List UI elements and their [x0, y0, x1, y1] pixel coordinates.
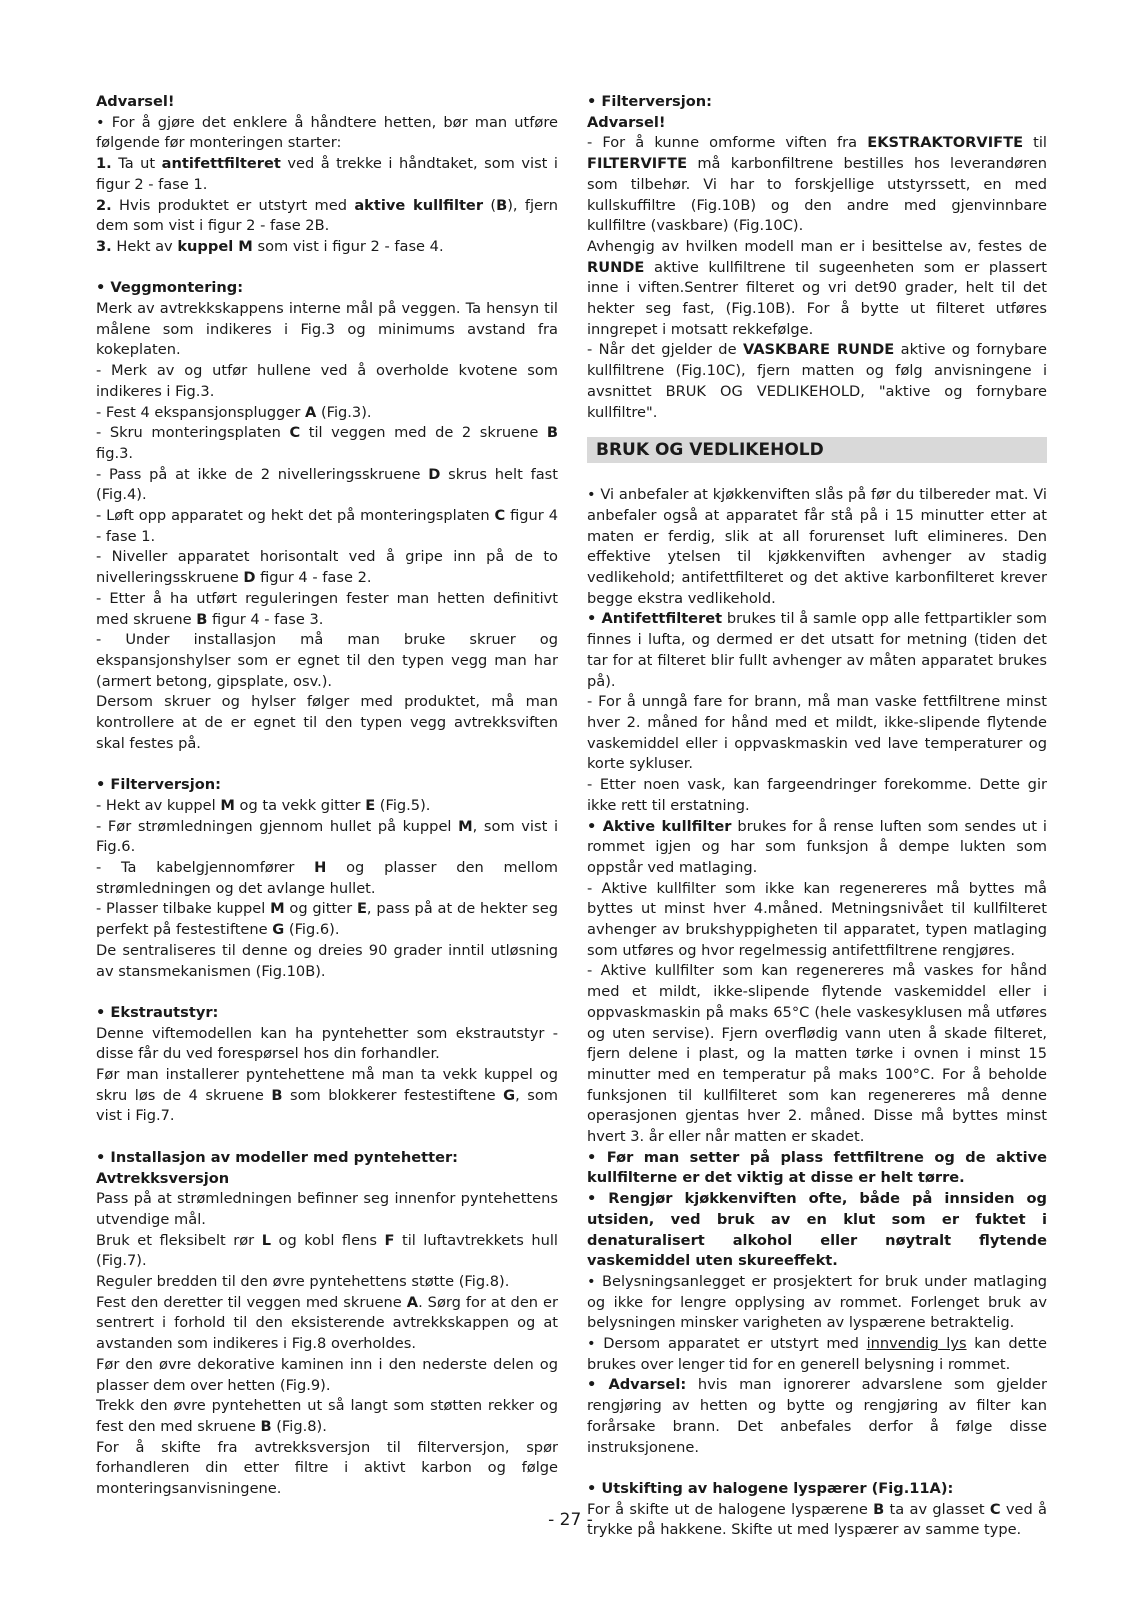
halogen-replacement-title: • Utskifting av halogene lyspærer (Fig.11A):	[587, 1479, 954, 1497]
warning-step-1: 1. Ta ut antifettfilteret ved å trekke i håndtaket, som vist i figur 2 - fase 1.	[96, 155, 558, 193]
paragraph: • Antifettfilteret brukes til å samle opp alle fettpartikler som finnes i lufta, og dermed er det utsatt for metning (tiden det tar for at filteret blir fullt avhenger av måten apparatet brukes på).	[587, 610, 1047, 690]
paragraph: - Aktive kullfilter som ikke kan regenereres må byttes må byttes ut minst hver 4.måned. Metningsnivået til kullfilteret avhenger av brukshyppigheten til apparatet, typen matlaging som utføres og hvor regelmessig antifettfiltrene rengjøres.	[587, 879, 1047, 959]
filter-version-title: • Filterversjon:	[96, 776, 222, 794]
installation-title: • Installasjon av modeller med pyntehetter:	[96, 1148, 459, 1166]
accessories-title: • Ekstrautstyr:	[96, 1003, 219, 1021]
section-heading-use-maintenance: BRUK OG VEDLIKEHOLD	[587, 437, 1047, 463]
paragraph: - Løft opp apparatet og hekt det på monteringsplaten C figur 4 - fase 1.	[96, 507, 558, 545]
paragraph: • Advarsel: hvis man ignorerer advarslene som gjelder rengjøring av hetten og bytte og rengjøring av filter kan forårsake brann. Det anbefales derfor å følge disse instruksjonene.	[587, 1376, 1047, 1456]
paragraph: - Hekt av kuppel M og ta vekk gitter E (Fig.5).	[96, 796, 431, 814]
paragraph-bold: • Rengjør kjøkkenviften ofte, både på innsiden og utsiden, ved bruk av en klut som er fuktet i denaturalisert alkohol eller nøytralt flytende vaskemiddel uten skureeffekt.	[587, 1190, 1047, 1270]
paragraph: Før den øvre dekorative kaminen inn i den nederste delen og plasser dem over hetten (Fig.9).	[96, 1355, 558, 1394]
left-column	[96, 92, 558, 1500]
paragraph: - Skru monteringsplaten C til veggen med de 2 skruene B fig.3.	[96, 424, 559, 462]
paragraph: For å skifte fra avtrekksversjon til filterversjon, spør forhandleren din etter filtre i aktivt karbon og følge monteringsanvisningene.	[96, 1438, 558, 1498]
paragraph: Dersom skruer og hylser følger med produktet, må man kontrollere at de er egnet til den typen vegg avtrekksviften skal festes på.	[96, 693, 558, 752]
paragraph: Pass på at strømledningen befinner seg innenfor pyntehettens utvendige mål.	[96, 1190, 558, 1228]
paragraph: De sentraliseres til denne og dreies 90 grader inntil utløsning av stansmekanismen (Fig.10B).	[96, 941, 558, 980]
warning-title: Advarsel!	[96, 93, 175, 110]
right-column	[587, 92, 1047, 1541]
paragraph: Før man installerer pyntehettene må man ta vekk kuppel og skru løs de 4 skruene B som blokkerer festestiftene G, som vist i Fig.7.	[96, 1066, 559, 1125]
paragraph-bold: • Før man setter på plass fettfiltrene og de aktive kullfilterne er det viktig at disse er helt tørre.	[587, 1148, 1047, 1187]
paragraph: Denne viftemodellen kan ha pyntehetter som ekstrautstyr - disse får du ved forespørsel hos din forhandler.	[96, 1024, 558, 1063]
paragraph: - Aktive kullfilter som kan regenereres må vaskes for hånd med et mildt, ikke-slipende flytende vaskemiddel eller i oppvaskmaskin på maks 65°C (hele vaskesyklusen må utføres og uten servise). Fjern overflødig vann uten å skade filteret, fjern delene i plast, og la matten tørke i ovnen i minst 15 minutter med en temperatur på maks 100°C. For å beholde funksjonen til kullfilteret som kan regenereres må denne operasjonen gjentas hver 2. måned. Disse må byttes minst hvert 3. år eller når matten er skadet.	[587, 962, 1047, 1146]
paragraph: - Niveller apparatet horisontalt ved å gripe inn på de to nivelleringsskruene D figur 4 - fase 2.	[96, 548, 558, 587]
warning-intro: • For å gjøre det enklere å håndtere hetten, bør man utføre følgende før monteringen starter:	[96, 113, 558, 152]
paragraph: - Før strømledningen gjennom hullet på kuppel M, som vist i Fig.6.	[96, 817, 559, 856]
paragraph: Trekk den øvre pyntehetten ut så langt som støtten rekker og fest den med skruene B (Fig.8).	[96, 1397, 558, 1435]
paragraph: Avhengig av hvilken modell man er i besittelse av, festes de RUNDE aktive kullfiltrene til sugeenheten som er plassert inne i viften.Sentrer filteret og vri det90 grader, helt til det hekter seg fast, (Fig.10B). For å bytte ut filteret utføres inngrepet i motsatt rekkefølge.	[587, 237, 1047, 338]
paragraph: Merk av avtrekkskappens interne mål på veggen. Ta hensyn til målene som indikeres i Fig.3 og minimums avstand fra kokeplaten.	[96, 300, 558, 359]
paragraph: - For å unngå fare for brann, må man vaske fettfiltrene minst hver 2. måned for hånd med et mildt, ikke-slipende flytende vaskemiddel eller i oppvaskmaskin ved lave temperaturer og korte sykluser.	[587, 693, 1047, 773]
paragraph: - Under installasjon må man bruke skruer og ekspansjonshylser som er egnet til den typen vegg man har (armert betong, gipsplate, osv.).	[96, 631, 558, 690]
paragraph: Reguler bredden til den øvre pyntehettens støtte (Fig.8).	[96, 1273, 510, 1291]
filter-version-title: • Filterversjon:	[587, 93, 713, 110]
paragraph: - Plasser tilbake kuppel M og gitter E, pass på at de hekter seg perfekt på festestiftene G (Fig.6).	[96, 900, 558, 939]
paragraph: For å skifte ut de halogene lyspærene B ta av glasset C ved å trykke på hakkene. Skifte ut med lyspærer av samme type.	[587, 1500, 1047, 1539]
paragraph: - Når det gjelder de VASKBARE RUNDE aktive og fornybare kullfiltrene (Fig.10C), fjern matten og følg anvisningene i avsnittet BRUK OG VEDLIKEHOLD, "aktive og fornybare kullfiltre".	[587, 341, 1047, 421]
paragraph: • Dersom apparatet er utstyrt med innvendig lys kan dette brukes over lenger tid for en generell belysning i rommet.	[587, 1335, 1047, 1373]
paragraph: - Fest 4 ekspansjonsplugger A (Fig.3).	[96, 403, 372, 421]
wall-mounting-title: • Veggmontering:	[96, 279, 244, 297]
paragraph: - Etter noen vask, kan fargeendringer forekomme. Dette gir ikke rett til erstatning.	[587, 776, 1047, 814]
paragraph: Bruk et fleksibelt rør L og kobl flens F til luftavtrekkets hull (Fig.7).	[96, 1231, 558, 1270]
warning-step-2: 2. Hvis produktet er utstyrt med aktive kullfilter (B), fjern dem som vist i figur 2 - fase 2B.	[96, 196, 559, 235]
paragraph: - Ta kabelgjennomfører H og plasser den mellom strømledningen og det avlange hullet.	[96, 858, 558, 897]
paragraph: - For å kunne omforme viften fra EKSTRAKTORVIFTE til FILTERVIFTE må karbonfiltrene bestilles hos leverandøren som tilbehør. Vi har to forskjellige utstyrssett, en med kullskuffiltre (Fig.10B) og den andre med gjenvinnbare kullfiltre (vaskbare) (Fig.10C).	[587, 134, 1047, 235]
paragraph: Fest den deretter til veggen med skruene A. Sørg for at den er sentrert i forhold til den eksisterende avtrekkskappen og at avstanden som indikeres i Fig.8 overholdes.	[96, 1293, 559, 1353]
extraction-version-subtitle: Avtrekksversjon	[96, 1169, 230, 1187]
warning-subtitle: Advarsel!	[587, 113, 666, 131]
paragraph: - Merk av og utfør hullene ved å overholde kvotene som indikeres i Fig.3.	[96, 362, 558, 400]
paragraph: - Pass på at ikke de 2 nivelleringsskruene D skrus helt fast (Fig.4).	[96, 465, 558, 504]
paragraph: • Vi anbefaler at kjøkkenviften slås på før du tilbereder mat. Vi anbefaler også at apparatet får stå på i 15 minutter etter at maten er ferdig, slik at all forurenset luft elimineres. Den effektive ytelsen til kjøkkenviften avhenger av stadig vedlikehold; antifettfilteret og det aktive karbonfilteret krever begge ekstra vedlikehold.	[587, 486, 1047, 607]
page-number: - 27 -	[548, 1510, 593, 1530]
paragraph: - Etter å ha utført reguleringen fester man hetten definitivt med skruene B figur 4 - fase 3.	[96, 589, 558, 628]
paragraph: • Aktive kullfilter brukes for å rense luften som sendes ut i rommet igjen og har som funksjon å dempe lukten som oppstår ved matlaging.	[587, 817, 1047, 876]
paragraph: • Belysningsanlegget er prosjektert for bruk under matlaging og ikke for lengre opplysing av rommet. Forlenget bruk av belysningen minsker varigheten av lyspærene betraktelig.	[587, 1272, 1047, 1332]
warning-step-3: 3. Hekt av kuppel M som vist i figur 2 - fase 4.	[96, 237, 444, 255]
